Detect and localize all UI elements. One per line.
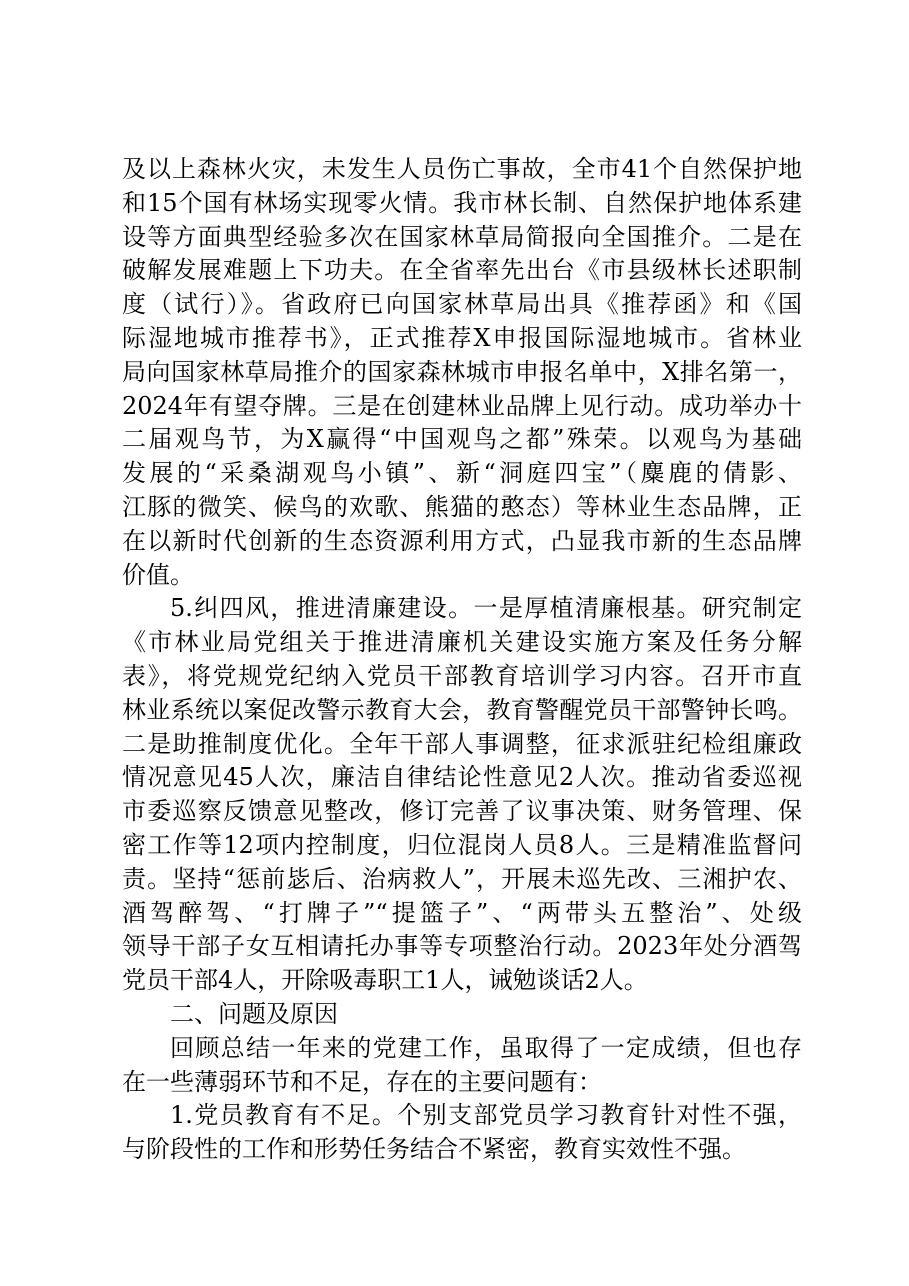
paragraph-start-line: 1.党员教育有不足。个别支部党员学习教育针对性不强， [170,1101,802,1130]
text-line: 二届观鸟节，为X赢得“中国观鸟之都”殊荣。以观鸟为基础 [122,425,802,454]
paragraph-start-line: 回顾总结一年来的党建工作，虽取得了一定成绩，但也存 [170,1033,802,1062]
text-line: 际湿地城市推荐书》，正式推荐X申报国际湿地城市。省林业 [122,323,802,352]
text-line: 2024年有望夺牌。三是在创建林业品牌上见行动。成功举办十 [122,391,802,420]
text-line: 市委巡察反馈意见整改，修订完善了议事决策、财务管理、保 [122,797,802,826]
text-line: 密工作等12项内控制度，归位混岗人员8人。三是精准监督问 [122,830,802,859]
document-body [122,153,802,1167]
text-line: 林业系统以案促改警示教育大会，教育警醒党员干部警钟长鸣。 [122,695,802,724]
text-line: 和15个国有林场实现零火情。我市林长制、自然保护地体系建 [122,188,802,217]
text-line: 发展的“采桑湖观鸟小镇”、新“洞庭四宝”（麋鹿的倩影、 [122,459,802,488]
text-line: 在一些薄弱环节和不足，存在的主要问题有： [122,1067,602,1096]
text-line: 《市林业局党组关于推进清廉机关建设实施方案及任务分解 [122,628,802,657]
text-line: 破解发展难题上下功夫。在全省率先出台《市县级林长述职制 [122,256,802,285]
text-line: 二是助推制度优化。全年干部人事调整，征求派驻纪检组廉政 [122,729,802,758]
text-line: 与阶段性的工作和形势任务结合不紧密，教育实效性不强。 [122,1135,746,1164]
text-line: 价值。 [122,560,194,589]
paragraph-start-line: 5.纠四风，推进清廉建设。一是厚植清廉根基。研究制定 [170,594,802,623]
section-heading: 二、问题及原因 [170,999,338,1028]
text-line: 党员干部4人，开除吸毒职工1人，诫勉谈话2人。 [122,966,648,995]
text-line: 领导干部子女互相请托办事等专项整治行动。2023年处分酒驾 [122,932,802,961]
text-line: 及以上森林火灾，未发生人员伤亡事故，全市41个自然保护地 [122,155,802,183]
text-line: 表》，将党规党纪纳入党员干部教育培训学习内容。召开市直 [122,661,802,690]
text-line: 设等方面典型经验多次在国家林草局简报向全国推介。二是在 [122,222,802,251]
text-line: 责。坚持“惩前毖后、治病救人”，开展未巡先改、三湘护农、 [122,864,802,893]
text-line: 度（试行）》。省政府已向国家林草局出具《推荐函》和《国 [122,290,802,319]
text-line: 情况意见45人次，廉洁自律结论性意见2人次。推动省委巡视 [122,763,802,792]
text-line: 江豚的微笑、候鸟的欢歌、熊猫的憨态）等林业生态品牌，正 [122,492,802,521]
text-line: 在以新时代创新的生态资源利用方式，凸显我市新的生态品牌 [122,526,802,555]
text-line: 局向国家林草局推介的国家森林城市申报名单中，X排名第一， [122,357,802,386]
text-line: 酒驾醉驾、“打牌子”“提篮子”、“两带头五整治”、处级 [122,898,802,927]
